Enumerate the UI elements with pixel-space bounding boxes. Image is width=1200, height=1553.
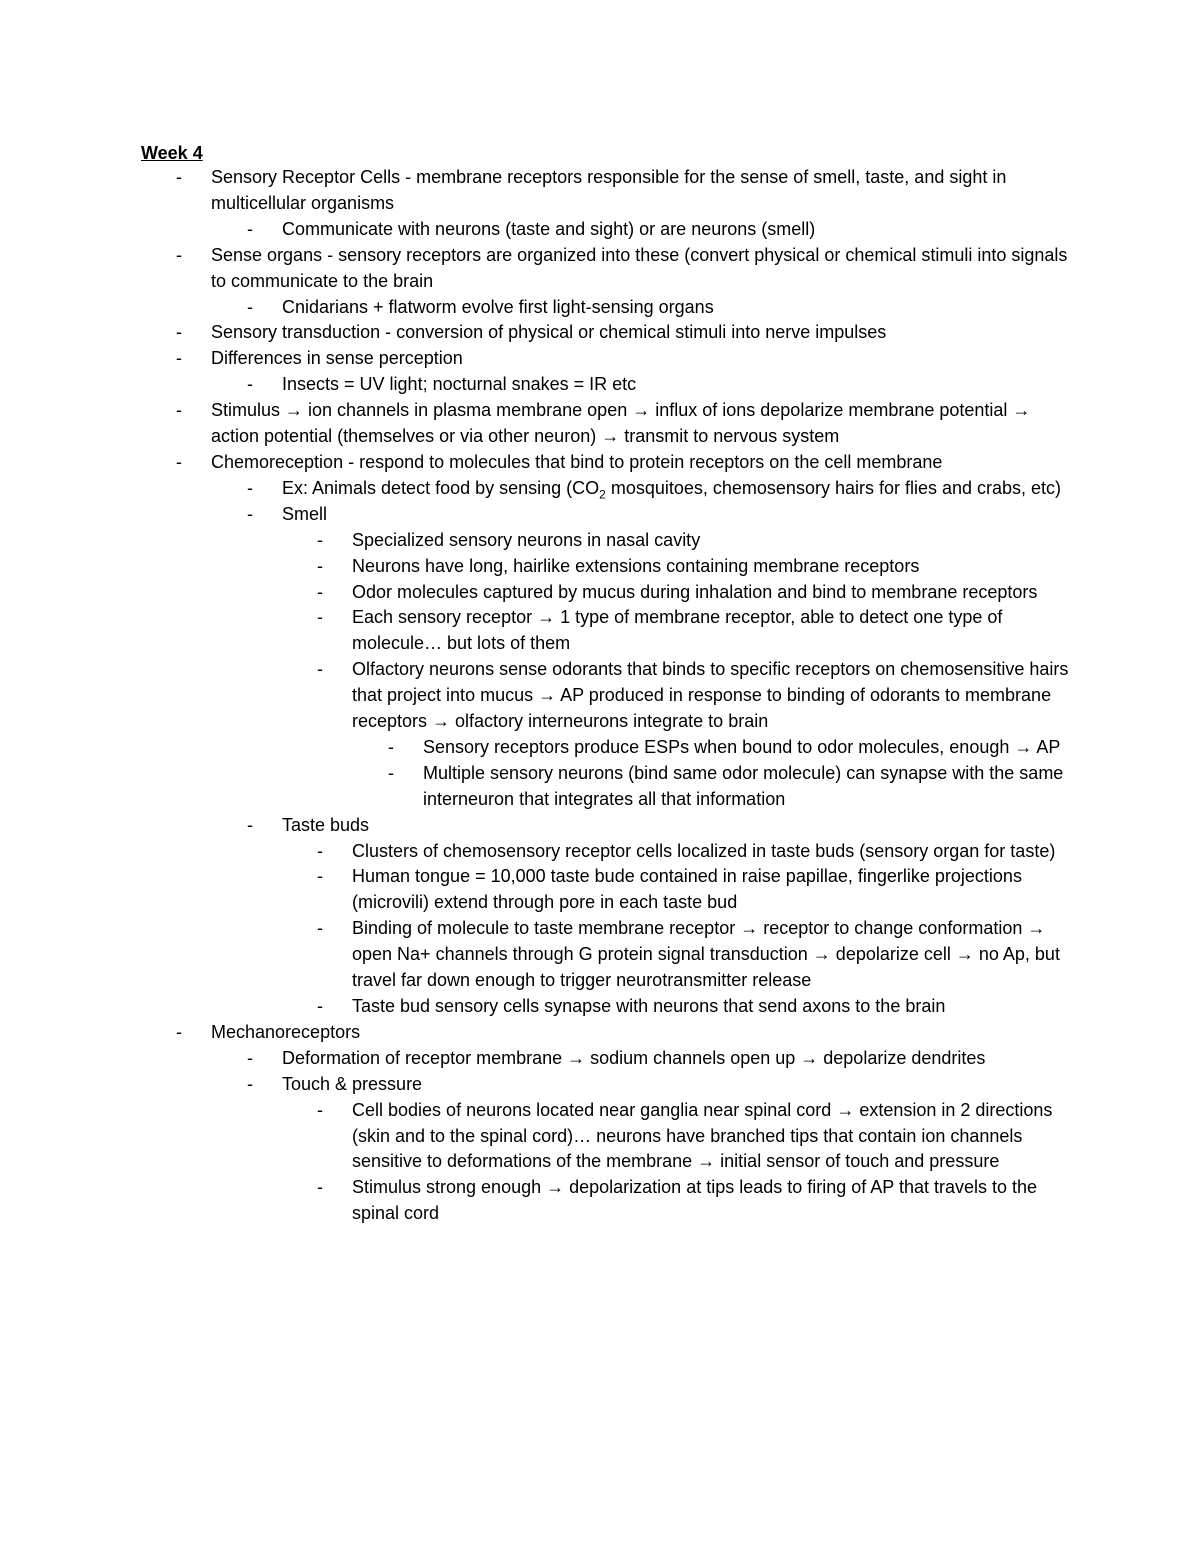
list-item-text: Sensory Receptor Cells - membrane receptors responsible for the sense of smell, taste, and sight in multicellular organisms [211,167,1007,213]
list-item [0,839,1200,865]
bullet-dash: - [247,503,253,524]
list-item [0,813,1200,839]
list-item [0,605,1200,657]
bullet-dash: - [317,918,323,939]
list-item-text: Deformation of receptor membrane → sodium channels open up → depolarize dendrites [282,1047,986,1068]
list-item-text: Taste buds [282,814,370,835]
bullet-dash: - [317,866,323,887]
bullet-dash: - [247,477,253,498]
text-segment: mosquitoes, chemosensory hairs for flies and crabs, etc) [605,477,1062,498]
list-item-text: Neurons have long, hairlike extensions containing membrane receptors [352,555,920,576]
list-item [0,1020,1200,1046]
list-item-text: Chemoreception - respond to molecules that bind to protein receptors on the cell membrane [211,451,943,472]
list-item [0,1175,1200,1227]
list-item [0,398,1200,450]
list-item-text: Human tongue = 10,000 taste bude contained in raise papillae, fingerlike projections (microvili) extend through pore in each taste bud [352,866,1022,913]
list-item [0,916,1200,994]
list-item-text: Cell bodies of neurons located near ganglia near spinal cord → extension in 2 directions (skin and to the spinal cord)… neurons have branched tips that contain ion channels sensitive to deformations of the membrane → initial sensor of touch and pressure [352,1099,1053,1172]
bullet-dash: - [317,581,323,602]
bullet-dash: - [176,1021,182,1042]
list-item [0,502,1200,528]
list-item [0,217,1200,243]
bullet-dash: - [247,296,253,317]
list-item-text: Sensory receptors produce ESPs when bound to odor molecules, enough → AP [423,736,1061,757]
page-title: Week 4 [141,143,203,163]
list-item [0,346,1200,372]
list-item [0,165,1200,217]
list-item-text: Binding of molecule to taste membrane receptor → receptor to change conformation → open Na+ channels through G protein signal transduction → depolarize cell → no Ap, but travel far down enough to trigger neurotransmitter release [352,918,1060,991]
list-item-text: Sense organs - sensory receptors are organized into these (convert physical or chemical stimuli into signals to communicate to the brain [211,244,1068,291]
list-item-text: Multiple sensory neurons (bind same odor molecule) can synapse with the same interneuron that integrates all that information [423,762,1064,809]
list-item [0,320,1200,346]
list-item-text: Communicate with neurons (taste and sight) or are neurons (smell) [282,218,816,239]
list-item [0,735,1200,761]
bullet-dash: - [247,374,253,395]
list-item [0,1046,1200,1072]
list-item [0,372,1200,398]
bullet-dash: - [317,529,323,550]
list-item [0,243,1200,295]
list-item-text: Stimulus → ion channels in plasma membrane open → influx of ions depolarize membrane potential → action potential (themselves or via other neuron) → transmit to nervous system [211,400,1031,447]
bullet-dash: - [317,659,323,680]
list-item-text: Odor molecules captured by mucus during inhalation and bind to membrane receptors [352,581,1038,602]
bullet-dash: - [247,1073,253,1094]
bullet-dash: - [388,762,394,783]
list-item [0,580,1200,606]
list-item-text: Specialized sensory neurons in nasal cavity [352,529,701,550]
list-item-text: Differences in sense perception [211,348,463,369]
list-item-text: Smell [282,503,328,524]
bullet-dash: - [176,167,182,187]
list-item-text: Cnidarians + flatworm evolve first light-sensing organs [282,296,714,317]
list-item [0,994,1200,1020]
list-item-text: Mechanoreceptors [211,1021,361,1042]
list-item [0,295,1200,321]
list-item [0,1098,1200,1176]
list-item [0,528,1200,554]
subscript: 2 [599,487,606,502]
bullet-dash: - [388,736,394,757]
list-item [0,657,1200,735]
list-item-text: Olfactory neurons sense odorants that binds to specific receptors on chemosensitive hairs that project into mucus → AP produced in response to binding of odorants to membrane receptors → olfactory interneurons integrate to brain [352,659,1069,732]
notes-list [0,165,1200,1227]
list-item [0,476,1200,502]
bullet-dash: - [176,322,182,343]
list-item-text: Clusters of chemosensory receptor cells localized in taste buds (sensory organ for taste) [352,840,1056,861]
bullet-dash: - [247,218,253,239]
list-item-text [282,476,1072,502]
list-item-text: Touch & pressure [282,1073,423,1094]
bullet-dash: - [176,348,182,369]
bullet-dash: - [317,1099,323,1120]
bullet-dash: - [176,400,182,421]
bullet-dash: - [247,814,253,835]
list-item [0,554,1200,580]
list-item-text: Stimulus strong enough → depolarization at tips leads to firing of AP that travels to the spinal cord [352,1177,1038,1224]
list-item [0,761,1200,813]
bullet-dash: - [317,840,323,861]
list-item-text: Sensory transduction - conversion of physical or chemical stimuli into nerve impulses [211,322,887,343]
bullet-dash: - [176,451,182,472]
bullet-dash: - [317,607,323,628]
list-item-text: Each sensory receptor → 1 type of membrane receptor, able to detect one type of molecule… but lots of them [352,607,1003,654]
bullet-dash: - [176,244,182,265]
list-item-text: Taste bud sensory cells synapse with neurons that send axons to the brain [352,996,946,1016]
list-item-text: Insects = UV light; nocturnal snakes = IR etc [282,374,637,395]
bullet-dash: - [317,1177,323,1198]
list-item [0,450,1200,476]
bullet-dash: - [317,996,323,1016]
list-item [0,864,1200,916]
bullet-dash: - [317,555,323,576]
list-item [0,1072,1200,1098]
text-segment: Ex: Animals detect food by sensing (CO [282,477,600,498]
bullet-dash: - [247,1047,253,1068]
